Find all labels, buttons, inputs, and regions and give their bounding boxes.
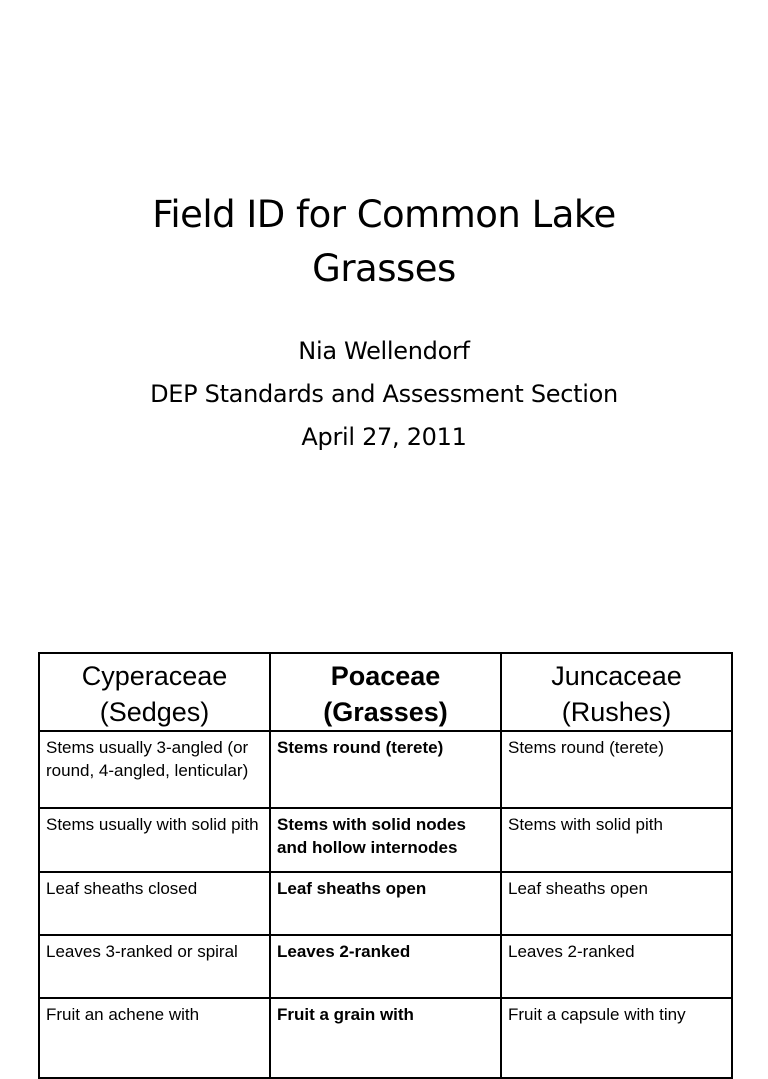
table-row: [39, 872, 732, 935]
slide-title-line-2: Grasses: [312, 247, 456, 290]
organization-name: DEP Standards and Assessment Section: [150, 380, 618, 408]
cell-sedges-pith: Stems usually with solid pith: [39, 808, 270, 872]
cell-rushes-sheaths: Leaf sheaths open: [501, 872, 732, 935]
header-poaceae-name: Poaceae: [330, 661, 441, 691]
cell-grasses-leaves: Leaves 2-ranked: [270, 935, 501, 998]
cell-rushes-pith: Stems with solid pith: [501, 808, 732, 872]
cell-sedges-stems: Stems usually 3-angled (or round, 4-angled, lenticular): [39, 731, 270, 808]
table-row: [39, 808, 732, 872]
header-cyperaceae-common: (Sedges): [99, 697, 210, 727]
cell-sedges-sheaths: Leaf sheaths closed: [39, 872, 270, 935]
cell-grasses-stems: Stems round (terete): [270, 731, 501, 808]
header-juncaceae: [501, 653, 732, 731]
cell-rushes-fruit: Fruit a capsule with tiny: [501, 998, 732, 1078]
header-cyperaceae: [39, 653, 270, 731]
header-juncaceae-common: (Rushes): [561, 697, 672, 727]
author-name: Nia Wellendorf: [298, 337, 470, 365]
cell-rushes-leaves: Leaves 2-ranked: [501, 935, 732, 998]
slide-subtitle: [0, 330, 768, 459]
table-row: [39, 998, 732, 1078]
family-comparison-table: [38, 652, 733, 1079]
cell-rushes-stems: Stems round (terete): [501, 731, 732, 808]
table-header-row: [39, 653, 732, 731]
table-row: [39, 731, 732, 808]
cell-sedges-fruit: Fruit an achene with: [39, 998, 270, 1078]
cell-grasses-sheaths: Leaf sheaths open: [270, 872, 501, 935]
table-row: [39, 935, 732, 998]
slide-title-line-1: Field ID for Common Lake: [152, 193, 616, 236]
presentation-date: April 27, 2011: [301, 423, 467, 451]
cell-grasses-pith: Stems with solid nodes and hollow internodes: [270, 808, 501, 872]
slide-title: [0, 188, 768, 296]
header-cyperaceae-name: Cyperaceae: [81, 661, 228, 691]
header-poaceae-common: (Grasses): [323, 697, 448, 727]
header-poaceae: [270, 653, 501, 731]
cell-grasses-fruit: Fruit a grain with: [270, 998, 501, 1078]
header-juncaceae-name: Juncaceae: [551, 661, 682, 691]
cell-sedges-leaves: Leaves 3-ranked or spiral: [39, 935, 270, 998]
